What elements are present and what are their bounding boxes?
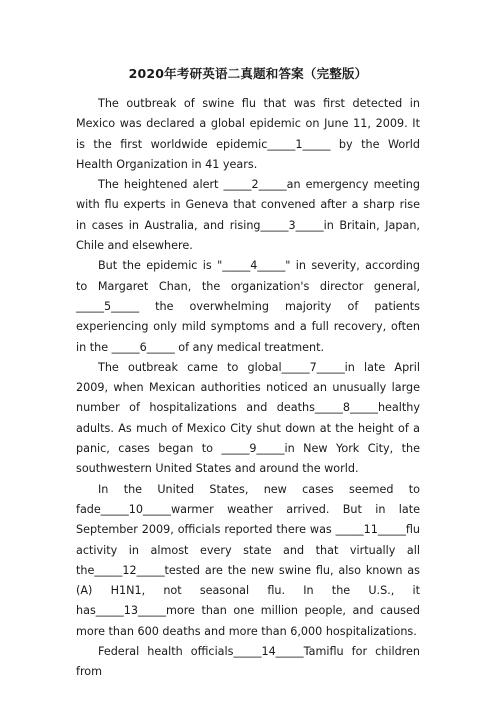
document-title: 2020年考研英语二真题和答案（完整版） bbox=[128, 66, 368, 81]
paragraph-5: In the United States, new cases seemed to fade_____10_____warmer weather arrived. But in late September 2009, officials reported there was _____11_____flu activity in almost every state and that virtually all the_____12_____tested are the new swine flu, also known as (A) H1N1, not seasonal flu. In the U.S., it has_____13_____more than one million people, and caused more than 600 deaths and more than 6,000 hospitalizations. bbox=[76, 482, 420, 638]
paragraph-6: Federal health officials_____14_____Tamiflu for children from bbox=[76, 645, 420, 679]
paragraph-3: But the epidemic is "_____4_____" in severity, according to Margaret Chan, the organization's director general, _____5_____ the overwhelming majority of patients experiencing only mild symptoms and a full recovery, often in the _____6_____ of any medical treatment. bbox=[76, 259, 420, 354]
paragraph-2: The heightened alert _____2_____an emergency meeting with flu experts in Geneva that convened after a sharp rise in cases in Australia, and rising_____3_____in Britain, Japan, Chile and elsewhere. bbox=[76, 178, 420, 253]
paragraph-4: The outbreak came to global_____7_____in late April 2009, when Mexican authorities noticed an unusually large number of hospitalizations and deaths_____8_____healthy adults. As much of Mexico City shut down at the height of a panic, cases began to _____9_____in New York City, the southwestern United States and around the world. bbox=[76, 360, 420, 476]
paragraph-1: The outbreak of swine flu that was first detected in Mexico was declared a global epidemic on June 11, 2009. It is the first worldwide epidemic_____1_____ by the World Health Organization in 41 years. bbox=[76, 97, 420, 171]
